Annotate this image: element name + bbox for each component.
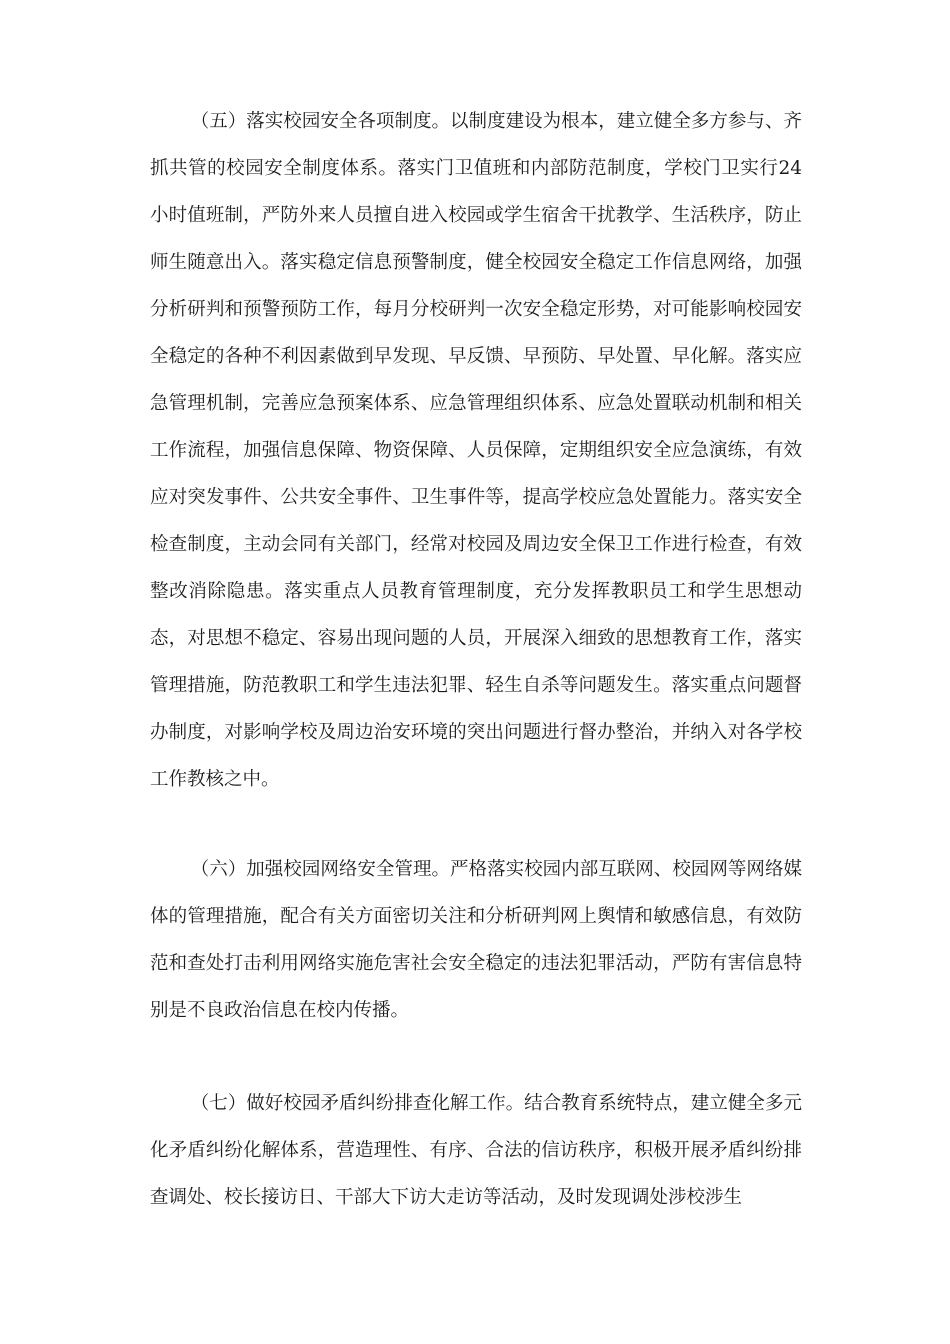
paragraph-safety-systems: （五）落实校园安全各项制度。以制度建设为根本，建立健全多方参与、齐抓共管的校园安全制度体系。落实门卫值班和内部防范制度，学校门卫实行24小时值班制，严防外来人员擅自进入校园或学生宿舍干扰教学、生活秩序，防止师生随意出入。落实稳定信息预警制度，健全校园安全稳定工作信息网络，加强分析研判和预警预防工作，每月分校研判一次安全稳定形势，对可能影响校园安全稳定的各种不利因素做到早发现、早反馈、早预防、早处置、早化解。落实应急管理机制，完善应急预案体系、应急管理组织体系、应急处置联动机制和相关工作流程，加强信息保障、物资保障、人员保障，定期组织安全应急演练，有效应对突发事件、公共安全事件、卫生事件等，提高学校应急处置能力。落实安全检查制度，主动会同有关部门，经常对校园及周边安全保卫工作进行检查，有效整改消除隐患。落实重点人员教育管理制度，充分发挥教职员工和学生思想动态，对思想不稳定、容易出现问题的人员，开展深入细致的思想教育工作，落实管理措施，防范教职工和学生违法犯罪、轻生自杀等问题发生。落实重点问题督办制度，对影响学校及周边治安环境的突出问题进行督办整治，并纳入对各学校工作教核之中。 bbox=[150, 111, 802, 790]
paragraph-dispute-resolution: （七）做好校园矛盾纠纷排查化解工作。结合教育系统特点，建立健全多元化矛盾纠纷化解体系，营造理性、有序、合法的信访秩序，积极开展矛盾纠纷排查调处、校长接访日、干部大下访大走访等活动，及时发现调处涉校涉生 bbox=[150, 1093, 802, 1208]
paragraph-network-security: （六）加强校园网络安全管理。严格落实校园内部互联网、校园网等网络媒体的管理措施，配合有关方面密切关注和分析研判网上舆情和敏感信息，有效防范和查处打击利用网络实施危害社会安全稳定的违法犯罪活动，严防有害信息特别是不良政治信息在校内传播。 bbox=[150, 859, 802, 1021]
